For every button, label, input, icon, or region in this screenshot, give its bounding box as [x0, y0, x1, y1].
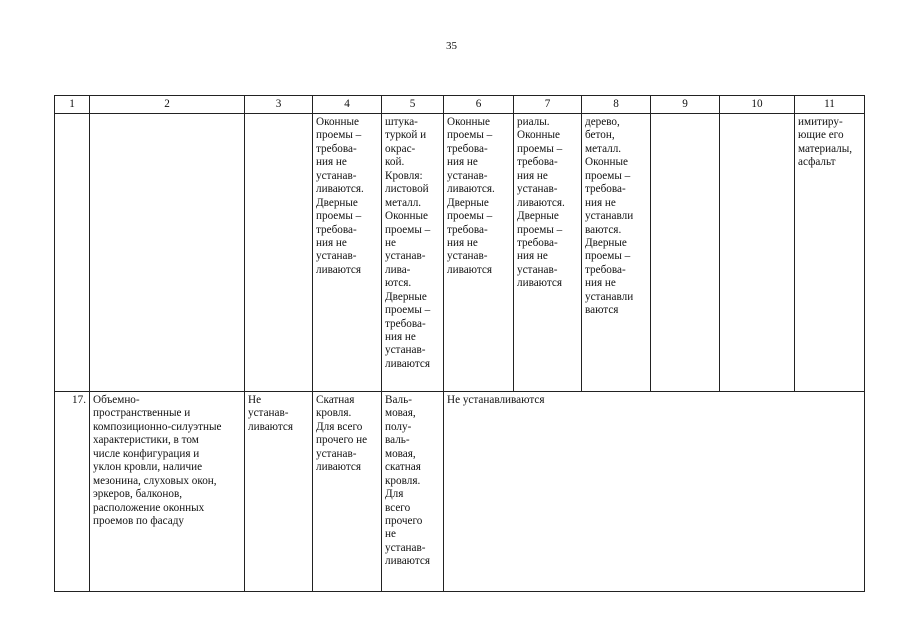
cell-text-line: ливаются. — [517, 196, 565, 209]
cell-text-line: эркеров, балконов, — [93, 488, 183, 501]
cell-text-line: Не — [248, 394, 262, 406]
cell-text-line: устанав- — [385, 344, 426, 357]
table-cell — [444, 114, 514, 392]
cell-text-line: устанав- — [248, 407, 289, 420]
cell-text-line: композиционно-силуэтные — [93, 420, 222, 433]
cell-text-line: требова- — [585, 183, 626, 196]
cell-text-line: Оконные — [385, 210, 428, 223]
cell-text-line: ливаются. — [447, 183, 495, 196]
header-cell: 11 — [795, 96, 865, 114]
cell-text-line: Кровля: — [385, 169, 423, 182]
cell-text-line: Дверные — [316, 196, 358, 209]
cell-text-line: проемов по фасаду — [93, 514, 184, 527]
cell-text-line: окрас- — [385, 142, 416, 155]
cell-text-line: проемы – — [585, 250, 631, 263]
cell-text-line: риалы. — [517, 116, 550, 128]
cell-text-line: устанав- — [517, 263, 558, 276]
cell-text-line: проемы – — [517, 223, 563, 236]
merged-cell: Не устанавливаются — [444, 392, 865, 592]
regulations-table — [54, 95, 865, 592]
cell-text-line: бетон, — [585, 129, 615, 142]
cell-text-line: требова- — [447, 223, 488, 236]
cell-text-line: требова- — [585, 263, 626, 276]
header-cell: 1 — [55, 96, 90, 114]
table-row-continued — [55, 114, 865, 392]
cell-text-line: не — [385, 236, 396, 249]
cell-text-line: металл. — [385, 196, 422, 209]
cell-text-line: ния не — [517, 169, 548, 182]
table-cell — [313, 114, 382, 392]
header-cell: 2 — [90, 96, 245, 114]
header-cell: 4 — [313, 96, 382, 114]
cell-text-line: Дверные — [447, 196, 489, 209]
table-cell — [245, 392, 313, 592]
cell-text-line: устанав- — [385, 250, 426, 263]
cell-text-line: прочего не — [316, 434, 368, 447]
cell-text-line: характеристики, в том — [93, 434, 199, 447]
cell-text-line: проемы – — [447, 129, 493, 142]
cell-text-line: Дверные — [385, 290, 427, 303]
cell-text-line: Валь- — [385, 394, 412, 406]
header-cell: 8 — [582, 96, 651, 114]
cell-text-line: ливаются — [517, 277, 563, 290]
cell-text-line: устанав- — [316, 250, 357, 263]
cell-text-line: ния не — [447, 236, 478, 249]
cell-text-line: кровля. — [385, 474, 421, 487]
cell-text-line: Оконные — [447, 116, 490, 128]
cell-text-line: ливаются — [447, 263, 493, 276]
cell-text-line: Дверные — [585, 236, 627, 249]
cell-text-line: требова- — [447, 142, 488, 155]
cell-text-line: требова- — [316, 223, 357, 236]
cell-text-line: Оконные — [316, 116, 359, 128]
table-cell — [313, 392, 382, 592]
cell-text-line: лива- — [385, 263, 411, 276]
cell-text-line: ния не — [517, 250, 548, 263]
cell-text-line: ливаются — [316, 263, 362, 276]
table-cell — [720, 114, 795, 392]
header-cell: 9 — [651, 96, 720, 114]
table-cell — [55, 114, 90, 392]
cell-text-line: ливаются. — [316, 183, 364, 196]
cell-text-line: Скатная — [316, 394, 355, 406]
cell-text-line: ваются. — [585, 223, 622, 236]
cell-text-line: ния не — [585, 196, 616, 209]
cell-text-line: устанавли — [585, 290, 634, 303]
cell-text-line: расположение оконных — [93, 501, 205, 514]
cell-text-line: устанав- — [385, 541, 426, 554]
header-cell: 6 — [444, 96, 514, 114]
cell-text-line: штука- — [385, 116, 418, 128]
cell-text-line: ются. — [385, 277, 412, 290]
cell-text-line: ния не — [316, 236, 347, 249]
cell-text-line: требова- — [316, 142, 357, 155]
cell-text-line: устанав- — [316, 447, 357, 460]
cell-text-line: пространственные и — [93, 407, 191, 420]
cell-text-line: проемы – — [316, 210, 362, 223]
cell-text-line: не — [385, 528, 396, 541]
cell-text-line: ния не — [316, 156, 347, 169]
table-cell — [90, 392, 245, 592]
cell-text-line: полу- — [385, 420, 412, 433]
cell-text-line: ливаются — [248, 420, 294, 433]
cell-text-line: требова- — [385, 317, 426, 330]
cell-text-line: ния не — [585, 277, 616, 290]
cell-text-line: мовая, — [385, 447, 416, 460]
cell-text-line: проемы – — [447, 210, 493, 223]
cell-text-line: устанавли — [585, 210, 634, 223]
cell-text-line: дерево, — [585, 116, 620, 128]
cell-text-line: Оконные — [517, 129, 560, 142]
cell-text-line: ваются — [585, 304, 619, 317]
cell-text-line: ния не — [447, 156, 478, 169]
cell-text-line: ния не — [385, 331, 416, 343]
header-cell: 5 — [382, 96, 444, 114]
table-cell — [795, 114, 865, 392]
cell-text-line: устанав- — [447, 250, 488, 263]
cell-text-line: туркой и — [385, 129, 427, 142]
cell-text-line: ливаются — [316, 461, 362, 474]
header-row — [55, 96, 865, 114]
cell-text-line: числе конфигурация и — [93, 447, 200, 460]
cell-text-line: Оконные — [585, 156, 628, 169]
cell-text-line: асфальт — [798, 156, 836, 169]
cell-text-line: проемы – — [385, 304, 431, 317]
row-number: 17. — [55, 392, 90, 592]
header-cell: 10 — [720, 96, 795, 114]
table-cell — [90, 114, 245, 392]
cell-text-line: Для всего — [316, 420, 363, 433]
table-row-17 — [55, 392, 865, 592]
cell-text-line: проемы – — [316, 129, 362, 142]
cell-text-line: прочего — [385, 514, 423, 527]
cell-text-line: проемы – — [585, 169, 631, 182]
cell-text-line: кровля. — [316, 407, 352, 420]
table-cell — [514, 114, 582, 392]
table-cell — [582, 114, 651, 392]
cell-text-line: устанав- — [517, 183, 558, 196]
cell-text-line: кой. — [385, 156, 405, 169]
cell-text-line: Дверные — [517, 210, 559, 223]
table-cell — [651, 114, 720, 392]
cell-text-line: Объемно- — [93, 394, 140, 406]
cell-text-line: устанав- — [316, 169, 357, 182]
table-cell — [382, 114, 444, 392]
cell-text-line: проемы – — [517, 142, 563, 155]
cell-text-line: металл. — [585, 142, 622, 155]
table-cell — [245, 114, 313, 392]
cell-text-line: Для — [385, 488, 404, 501]
cell-text-line: ливаются — [385, 357, 431, 370]
cell-text-line: мезонина, слуховых окон, — [93, 474, 217, 487]
cell-text-line: листовой — [385, 183, 429, 196]
cell-text-line: уклон кровли, наличие — [93, 461, 203, 474]
cell-text-line: устанав- — [447, 169, 488, 182]
cell-text-line: проемы – — [385, 223, 431, 236]
cell-text-line: имитиру- — [798, 116, 843, 128]
cell-text-line: валь- — [385, 434, 410, 447]
cell-text-line: требова- — [517, 156, 558, 169]
cell-text-line: ливаются — [385, 555, 431, 568]
cell-text-line: мовая, — [385, 407, 416, 420]
cell-text-line: скатная — [385, 461, 421, 474]
cell-text-line: материалы, — [798, 142, 853, 155]
cell-text-line: ющие его — [798, 129, 844, 142]
cell-text-line: требова- — [517, 236, 558, 249]
page-number: 35 — [446, 40, 457, 52]
header-cell: 3 — [245, 96, 313, 114]
header-cell: 7 — [514, 96, 582, 114]
cell-text-line: всего — [385, 501, 411, 514]
table-cell — [382, 392, 444, 592]
